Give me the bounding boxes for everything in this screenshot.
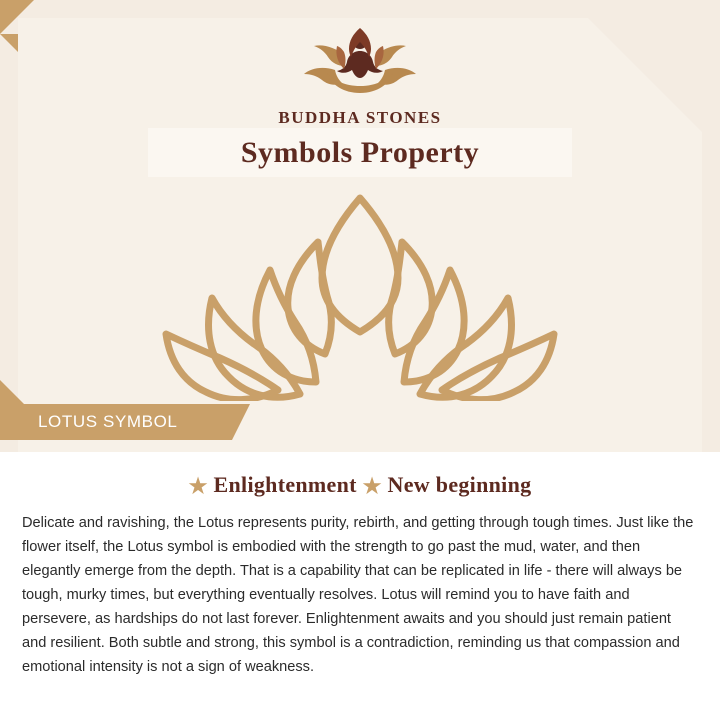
symbol-label-tail [232, 404, 250, 440]
subtitle-part-one: Enlightenment [213, 472, 357, 497]
subtitle-part-two: New beginning [387, 472, 532, 497]
star-right-icon: ★ [362, 474, 382, 498]
body-block [0, 452, 720, 720]
body-paragraph: Delicate and ravishing, the Lotus represents purity, rebirth, and getting through tough times. Just like the flower itself, the Lotus symbol is embodied with the strength to go past the mud, water, and then elegantly emerge from the depth. That is a capability that can be replicated in life - there will always be tough, murky times, but everything eventually resolves. Lotus will remind you to have faith and persevere, as hardships do not last forever. Enlightenment awaits and you should just remain patient and resilient. Both subtle and strong, this symbol is a contradiction, reminding us that compassion and emotional intensity is not a sign of weakness. [22, 515, 694, 676]
page-title: Symbols Property [240, 135, 480, 169]
hero-graphic [0, 186, 720, 406]
lotus-meditation-figure-icon [275, 26, 445, 104]
lotus-flower-icon [150, 186, 570, 401]
title-band [148, 128, 572, 177]
brand-name: BUDDHA STONES [278, 108, 442, 127]
subtitle-row [0, 472, 720, 499]
star-left-icon: ★ [188, 474, 208, 498]
brand-logo [0, 26, 720, 128]
symbol-label-text: LOTUS SYMBOL [38, 412, 178, 431]
